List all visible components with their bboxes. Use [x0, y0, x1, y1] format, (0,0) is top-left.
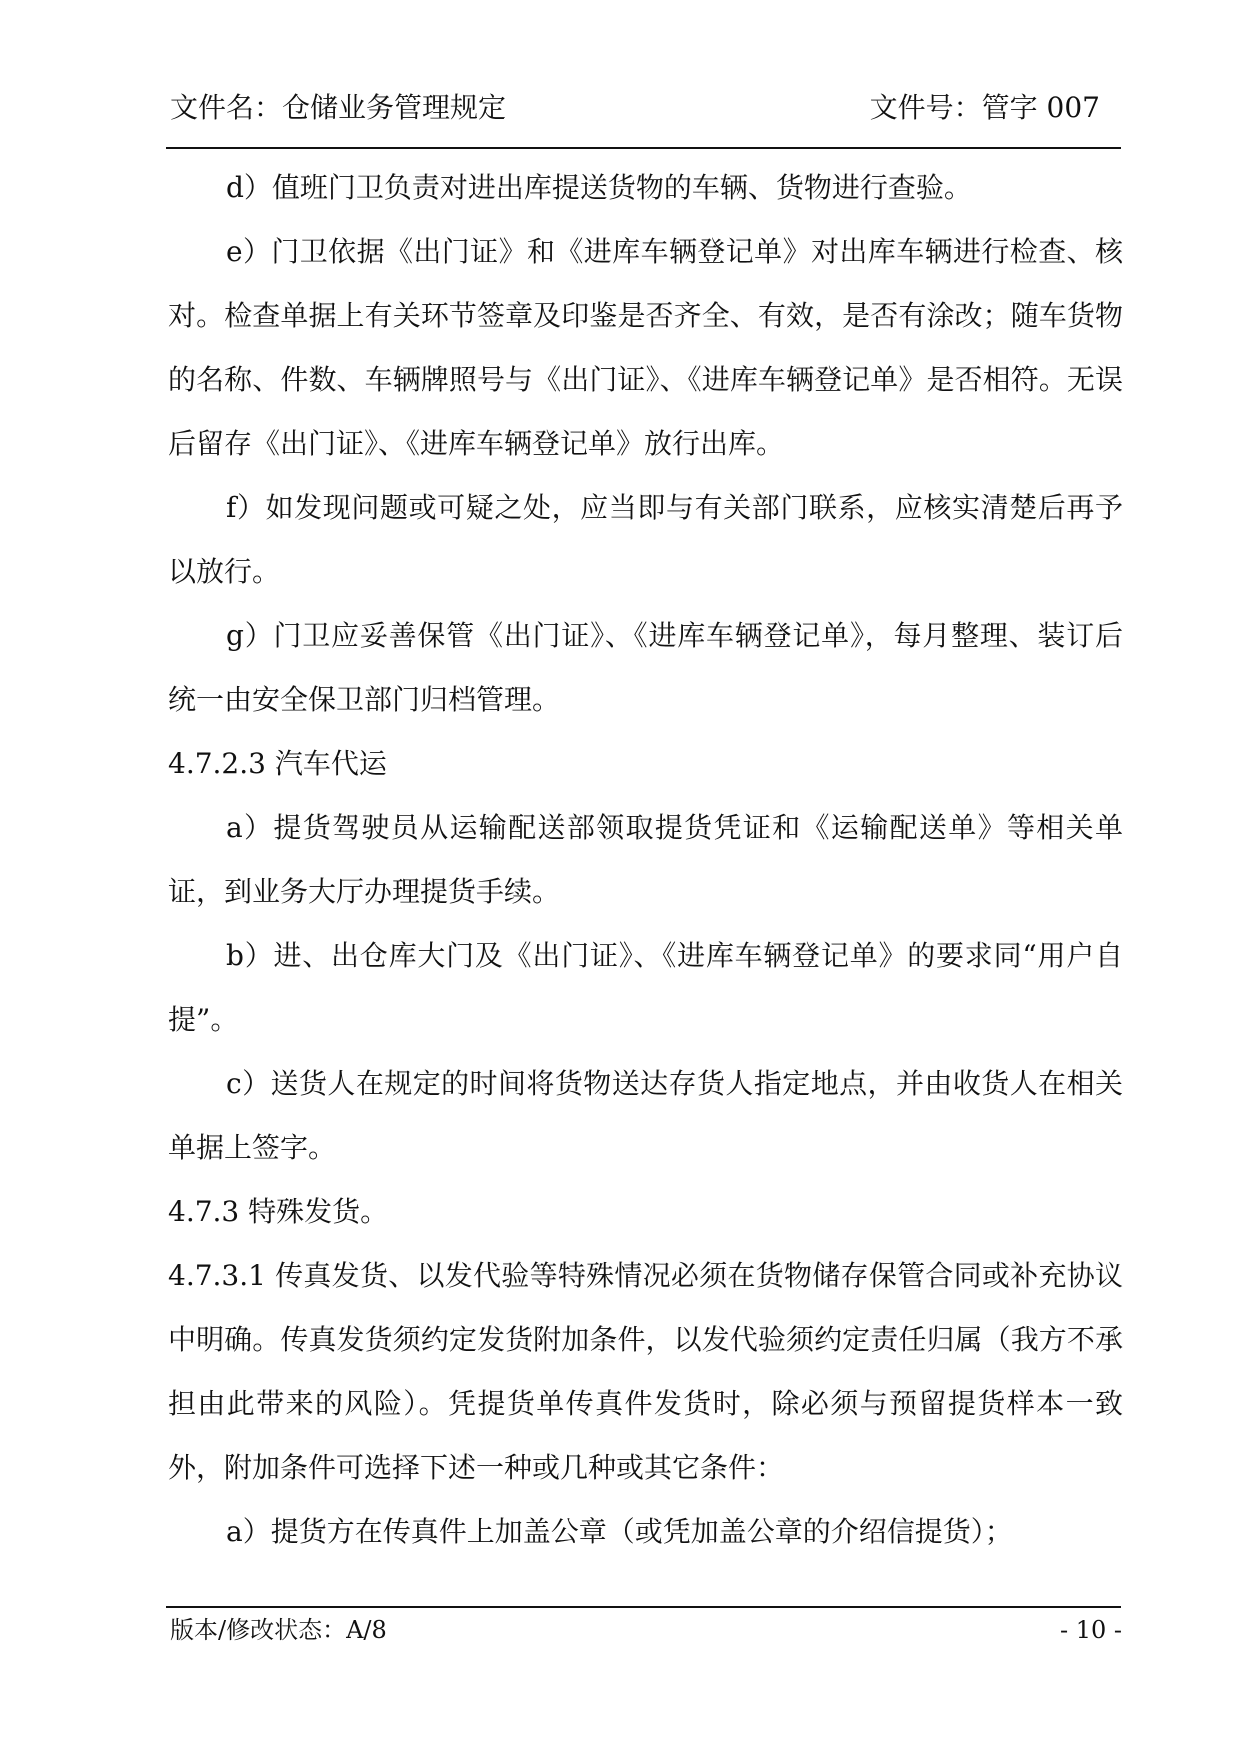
paragraph-a: a）提货驾驶员从运输配送部领取提货凭证和《运输配送单》等相关单证，到业务大厅办理提货手续。 — [168, 811, 1123, 908]
file-number: 文件号：管字 007 — [869, 91, 1100, 124]
header-divider — [166, 147, 1121, 149]
version-status: 版本/修改状态：A/8 — [170, 1616, 387, 1644]
paragraph-f: f）如发现问题或可疑之处，应当即与有关部门联系，应核实清楚后再予以放行。 — [168, 491, 1123, 588]
paragraph-e: e）门卫依据《出门证》和《进库车辆登记单》对出库车辆进行检查、核对。检查单据上有关环节签章及印鉴是否齐全、有效，是否有涂改；随车货物的名称、件数、车辆牌照号与《出门证》、《进库车辆登记单》是否相符。无误后留存《出门证》、《进库车辆登记单》放行出库。 — [168, 235, 1123, 460]
document-body — [168, 156, 1123, 1564]
footer-divider — [166, 1606, 1121, 1608]
page-number: - 10 - — [1059, 1616, 1122, 1644]
page-header — [170, 88, 1120, 128]
paragraph-d: d）值班门卫负责对进出库提送货物的车辆、货物进行查验。 — [226, 171, 972, 204]
paragraph-b: b）进、出仓库大门及《出门证》、《进库车辆登记单》的要求同“用户自提”。 — [168, 939, 1123, 1036]
paragraph-a2: a）提货方在传真件上加盖公章（或凭加盖公章的介绍信提货）； — [226, 1515, 1013, 1548]
file-name: 文件名：仓储业务管理规定 — [170, 91, 507, 124]
page-footer — [170, 1612, 1122, 1648]
paragraph-4-7-3-1: 4.7.3.1 传真发货、以发代验等特殊情况必须在货物储存保管合同或补充协议中明确。传真发货须约定发货附加条件，以发代验须约定责任归属（我方不承担由此带来的风险）。凭提货单传真件发货时，除必须与预留提货样本一致外，附加条件可选择下述一种或几种或其它条件： — [168, 1259, 1123, 1484]
paragraph-g: g）门卫应妥善保管《出门证》、《进库车辆登记单》，每月整理、装订后统一由安全保卫部门归档管理。 — [168, 619, 1123, 716]
section-heading-4-7-3: 4.7.3 特殊发货。 — [168, 1195, 389, 1228]
paragraph-c: c）送货人在规定的时间将货物送达存货人指定地点，并由收货人在相关单据上签字。 — [168, 1067, 1123, 1164]
section-heading-4-7-2-3: 4.7.2.3 汽车代运 — [168, 747, 387, 780]
